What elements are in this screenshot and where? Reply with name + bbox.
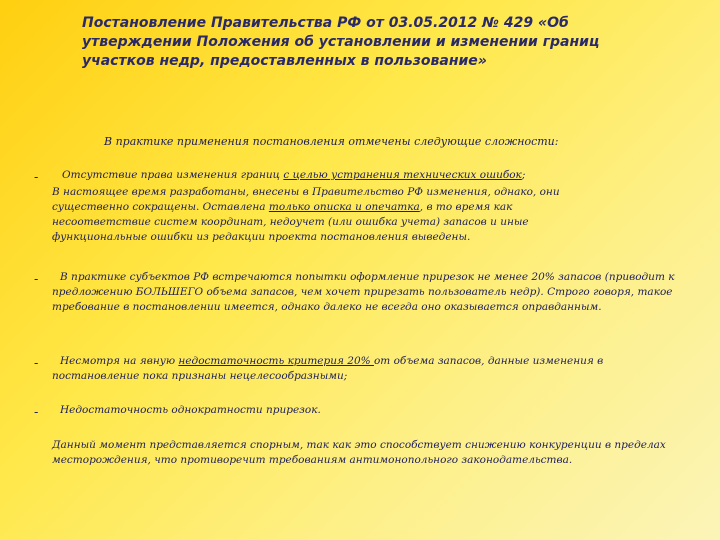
item-1-text: Отсутствие права изменения границ [62,169,284,181]
list-item-4: Недостаточность однократности прирезок. [60,404,321,416]
list-item-dash: - [34,356,39,370]
item-3-text: Несмотря на явную [60,355,179,367]
item-1-body-underlined: только описка и опечатка [268,201,420,213]
item-1-underlined: с целью устранения технических ошибок [283,169,522,181]
list-item-1-body [52,185,597,245]
item-1-end: ; [521,169,526,181]
intro-text: В практике применения постановления отмечены следующие сложности: [104,135,559,148]
page-title: Постановление Правительства РФ от 03.05.2012 № 429 «Об утверждении Положения об установлении и изменении границ участков недр, предоставленных в пользование» [82,15,600,69]
list-item-dash: - [34,272,39,286]
item-3-end: от объема запасов, данные изменения в постановление пока признаны нецелесообразными; [52,355,604,382]
list-item-1-heading [62,168,622,183]
item-1-body-end: , в то время как несоответствие систем координат, недоучет (или ошибка учета) запасов и иные функциональные ошибки из редакции проекта постановления выведены. [52,201,529,243]
list-item-dash: - [34,405,39,419]
list-item-dash: - [34,170,39,184]
list-item-2: В практике субъектов РФ встречаются попытки оформление прирезок не менее 20% запасов (приводит к предложению БОЛЬШЕГО объема запасов, чем хочет прирезать пользователь недр). Строго говоря, такое требование в постановлении имеется, однако далеко не всегда оно оказывается оправданным. [52,271,675,313]
closing-text: Данный момент представляется спорным, так как это способствует снижению конкуренции в пределах месторождения, что противоречит требованиям антимонопольного законодательства. [52,439,666,466]
item-3-underlined: недостаточность критерия 20% [178,355,374,367]
item-1-body-text: В настоящее время разработаны, внесены в Правительство РФ изменения, однако, они существенно сокращены. Оставлена [52,186,560,213]
list-item-3 [52,354,667,384]
